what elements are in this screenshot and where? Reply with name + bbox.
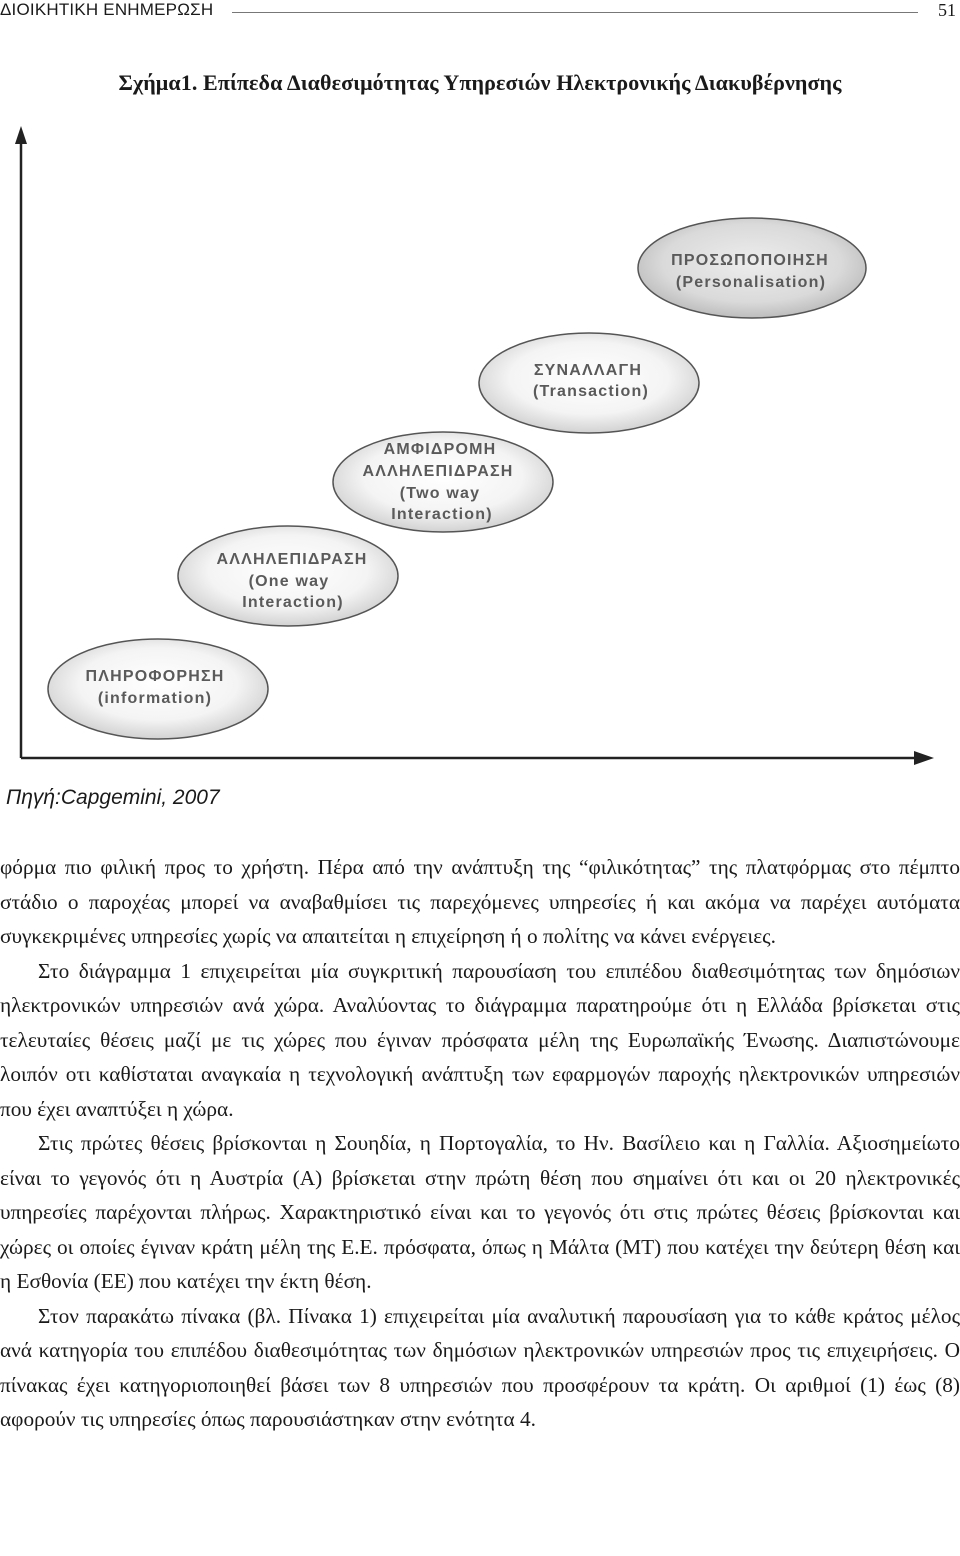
page-header	[0, 0, 960, 24]
stage-bubble-transaction	[479, 333, 699, 433]
stage-label: ΑΜΦΙΔΡΟΜΗ	[383, 441, 497, 458]
stage-label: (Two way	[399, 485, 481, 502]
stage-label: (One way	[248, 573, 330, 590]
stage-label: ΑΛΛΗΛΕΠΙΔΡΑΣΗ	[362, 463, 514, 480]
availability-levels-diagram	[0, 118, 960, 778]
paragraph: Στον παρακάτω πίνακα (βλ. Πίνακα 1) επιχειρείται μία αναλυτική παρουσίαση για το κάθε κράτος μέλος ανά κατηγορία του επιπέδου διαθεσιμότητας των δημόσιων ηλεκτρονικών υπηρεσιών προς τις επιχειρήσεις. Ο πίνακας έχει κατηγοριοποιηθεί βάσει των 8 υπηρεσιών που προσφέρουν τα κράτη. Οι αριθμοί (1) έως (8) αφορούν τις υπηρεσίες όπως παρουσιάστηκαν στην ενότητα 4.	[0, 1303, 960, 1431]
running-title: ΔΙΟΙΚΗΤΙΚΗ ΕΝΗΜΕΡΩΣΗ	[0, 0, 214, 19]
stage-label: ΠΛΗΡΟΦΟΡΗΣΗ	[85, 668, 225, 685]
stage-label: ΠΡΟΣΩΠΟΠΟΙΗΣΗ	[671, 252, 829, 269]
body-text	[0, 850, 960, 1437]
stage-bubble-information	[48, 639, 268, 739]
paragraph: Στο διάγραμμα 1 επιχειρείται μία συγκριτική παρουσίαση του επιπέδου διαθεσιμότητας των δημόσιων ηλεκτρονικών υπηρεσιών ανά χώρα. Αναλύοντας το διάγραμμα παρατηρούμε ότι η Ελλάδα βρίσκεται στις τελευταίες θέσεις μαζί με τις χώρες που έγιναν πρόσφατα μέλη της Ευρωπαϊκής Ένωσης. Διαπιστώνουμε λοιπόν οτι καθίσταται αναγκαία η τεχνολογική ανάπτυξη των εφαρμογών παροχής ηλεκτρονικών υπηρεσιών που έχει αναπτύξει η χώρα.	[0, 958, 960, 1121]
stage-bubble-one-way-interaction	[178, 526, 398, 626]
y-axis-arrow-icon	[15, 126, 27, 144]
paragraph: Στις πρώτες θέσεις βρίσκονται η Σουηδία, η Πορτογαλία, το Ην. Βασίλειο και η Γαλλία. Αξιοσημείωτο είναι το γεγονός ότι η Αυστρία (Α) βρίσκεται στην πρώτη θέση που σημαίνει ότι και οι 20 ηλεκτρονικές υπηρεσίες παρέχονται πλήρως. Χαρακτηριστικό είναι και το γεγονός ότι στις πρώτες θέσεις βρίσκονται και χώρες οι οποίες έγιναν κράτη μέλη της Ε.Ε. πρόσφατα, όπως η Μάλτα (ΜΤ) που κατέχει την δεύτερη θέση και η Εσθονία (ΕΕ) που κατέχει την έκτη θέση.	[0, 1131, 960, 1293]
x-axis-arrow-icon	[914, 751, 934, 765]
figure-source: Πηγή:Capgemini, 2007	[6, 786, 220, 809]
stage-label: Interaction)	[391, 506, 493, 523]
header-rule	[232, 12, 918, 13]
stage-label: (information)	[97, 690, 213, 707]
stage-label: (Personalisation)	[675, 274, 827, 291]
paragraph: φόρμα πιο φιλική προς το χρήστη. Πέρα από την ανάπτυξη της “φιλικότητας” της πλατφόρμας στο πέμπτο στάδιο ο παροχέας μπορεί να αναβαθμίσει τις παρεχόμενες υπηρεσίες ή και ακόμα να παρέχει αυτόματα συγκεκριμένες υπηρεσίες χωρίς να απαιτείται η επιχείρηση ή ο πολίτης να κάνει ενέργειες.	[0, 855, 960, 948]
stage-bubble-personalisation	[638, 218, 866, 318]
page-number: 51	[938, 0, 956, 20]
stage-label: (Transaction)	[532, 383, 650, 400]
stage-bubble-two-way-interaction	[333, 432, 553, 532]
stage-label: ΣΥΝΑΛΛΑΓΗ	[533, 362, 643, 379]
stage-label: ΑΛΛΗΛΕΠΙΔΡΑΣΗ	[216, 551, 368, 568]
stage-label: Interaction)	[242, 594, 344, 611]
figure-caption: Σχήμα1. Επίπεδα Διαθεσιμότητας Υπηρεσιών Ηλεκτρονικής Διακυβέρνησης	[118, 70, 842, 95]
